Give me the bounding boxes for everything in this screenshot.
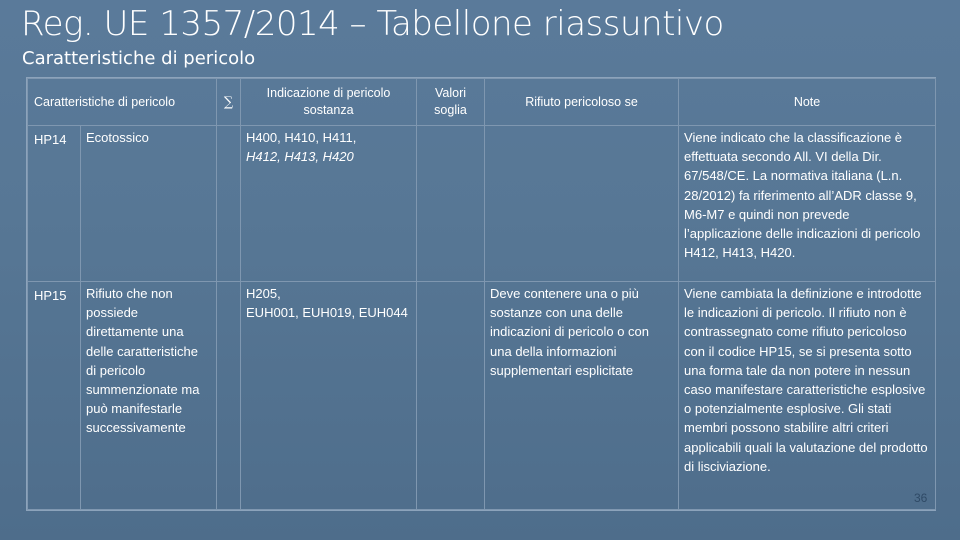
header-caratteristiche: Caratteristiche di pericolo	[28, 79, 217, 126]
header-note: Note	[679, 79, 936, 126]
row-rifiuto-pericoloso: Deve contenere una o più sostanze con una delle indicazioni di pericolo o con una della informazioni supplementari esplicitate	[485, 282, 679, 510]
header-sigma	[217, 79, 241, 126]
row-valori-soglia	[417, 282, 485, 510]
row-rifiuto-pericoloso	[485, 126, 679, 282]
row-note: Viene indicato che la classificazione è effettuata secondo All. VI della Dir. 67/548/CE. La normativa italiana (L.n. 28/2012) fa riferimento all’ADR classe 9, M6-M7 e quindi non prevede l’applicazione delle indicazioni di pericolo H412, H413, H420.	[679, 126, 936, 282]
row-sigma	[217, 126, 241, 282]
indicazione-line1: H205,	[246, 286, 281, 301]
row-indicazione	[241, 282, 417, 510]
row-code: HP14	[28, 126, 81, 282]
row-code: HP15	[28, 282, 81, 510]
row-name: Rifiuto che non possiede direttamente una delle caratteristiche di pericolo summenzionate ma può manifestarle successivamente	[81, 282, 217, 510]
page-number: 36	[914, 491, 928, 505]
header-rifiuto-pericoloso: Rifiuto pericoloso se	[485, 79, 679, 126]
indicazione-line1: H400, H410, H411,	[246, 130, 357, 145]
table-row	[28, 282, 936, 510]
row-name: Ecotossico	[81, 126, 217, 282]
table-row	[28, 126, 936, 282]
row-sigma	[217, 282, 241, 510]
summary-table	[26, 77, 936, 511]
row-note: Viene cambiata la definizione e introdotte le indicazioni di pericolo. Il rifiuto non è contrassegnato come rifiuto pericoloso con il codice HP15, se si presenta sotto una forma tale da non potere in nessun caso manifestare caratteristiche esplosive o potenzialmente esplosive. Gli stati membri possono stabilire altri criteri applicabili quali la valutazione del prodotto di lisciviazione.	[679, 282, 936, 510]
slide-title: Reg. UE 1357/2014 – Tabellone riassuntivo	[21, 4, 724, 44]
header-indicazione: Indicazione di pericolo sostanza	[241, 79, 417, 126]
row-valori-soglia	[417, 126, 485, 282]
header-valori-soglia: Valori soglia	[417, 79, 485, 126]
indicazione-line2: EUH001, EUH019, EUH044	[246, 305, 408, 321]
indicazione-line2: H412, H413, H420	[246, 149, 354, 165]
sigma-icon: ∑	[223, 94, 234, 110]
row-indicazione	[241, 126, 417, 282]
slide-subtitle: Caratteristiche di pericolo	[22, 48, 256, 69]
table-header-row	[28, 79, 936, 126]
